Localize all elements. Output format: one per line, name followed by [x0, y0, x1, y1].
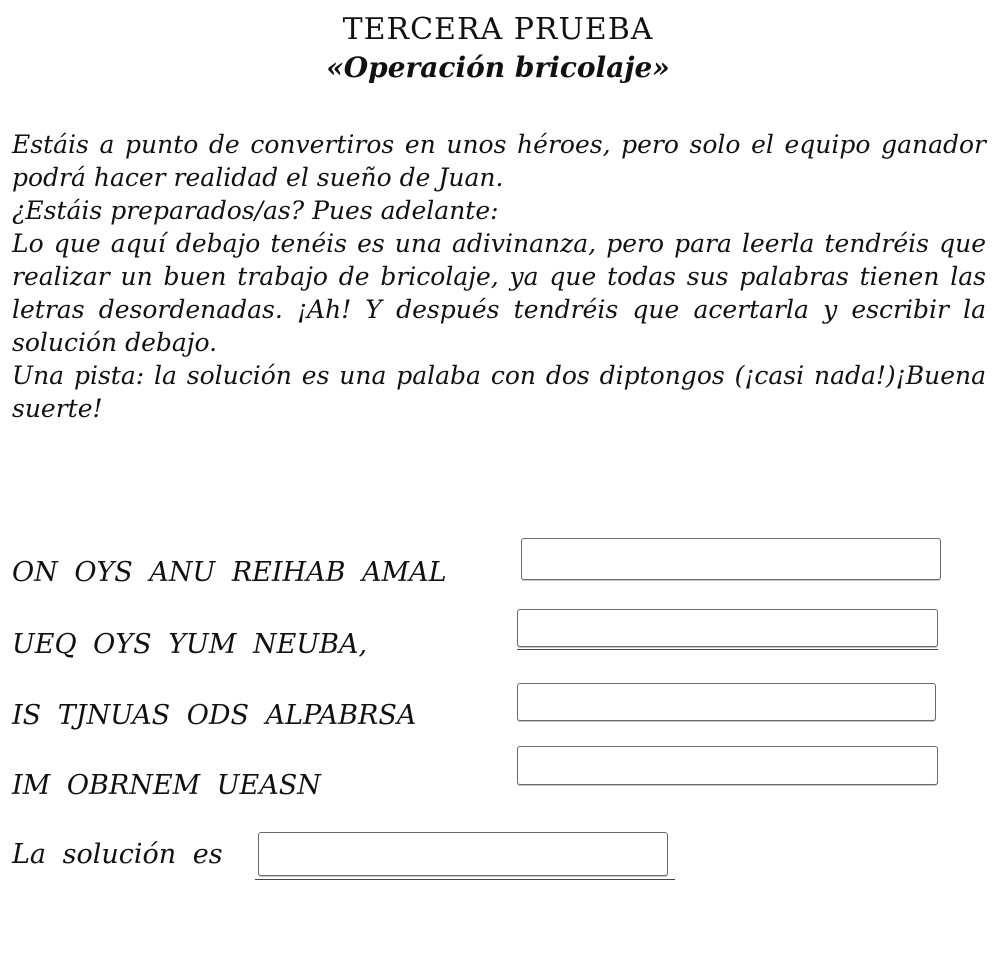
instructions	[12, 128, 986, 425]
intro-paragraph: Lo que aquí debajo tenéis es una adivinanza, pero para leerla tendréis que realizar un buen trabajo de bricolaje, ya que todas sus palabras tienen las letras desordenadas. ¡Ah! Y después tendréis que acertarla y escribir la solución debajo.	[12, 229, 986, 357]
answer-underline	[517, 649, 938, 650]
answer-input-4[interactable]	[517, 746, 938, 785]
intro-paragraph: Estáis a punto de convertiros en unos héroes, pero solo el equipo ganador podrá hacer realidad el sueño de Juan.	[12, 130, 986, 192]
intro-paragraph: ¿Estáis preparados/as? Pues adelante:	[12, 196, 499, 225]
answer-input-3[interactable]	[517, 683, 936, 721]
scrambled-line-4: IM OBRNEM UEASN	[12, 770, 321, 801]
scrambled-line-1: ON OYS ANU REIHAB AMAL	[12, 557, 447, 588]
intro-paragraph: Una pista: la solución es una palaba con dos diptongos (¡casi nada!)¡Buena suerte!	[12, 361, 986, 423]
answer-input-1[interactable]	[521, 538, 941, 580]
answer-input-2[interactable]	[517, 609, 938, 647]
page-subtitle: «Operación bricolaje»	[326, 51, 670, 84]
solution-label: La solución es	[12, 839, 223, 870]
solution-input[interactable]	[258, 832, 668, 876]
solution-underline	[255, 879, 675, 880]
page-title: TERCERA PRUEBA	[342, 12, 654, 47]
scrambled-line-3: IS TJNUAS ODS ALPABRSA	[12, 700, 417, 731]
scrambled-line-2: UEQ OYS YUM NEUBA,	[12, 629, 368, 660]
